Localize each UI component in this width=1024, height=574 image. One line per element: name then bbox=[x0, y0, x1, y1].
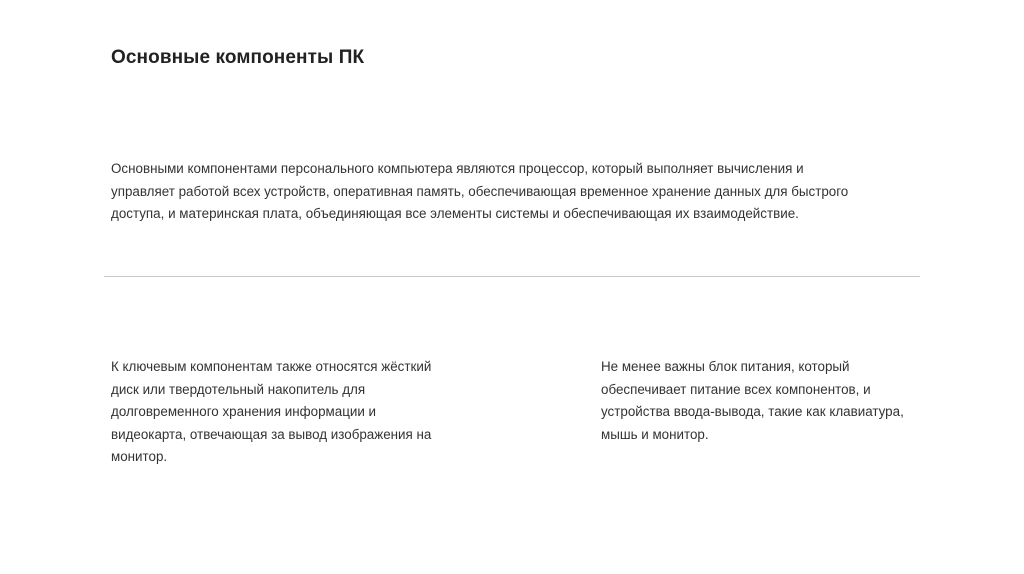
left-column-paragraph bbox=[111, 356, 461, 469]
right-column-line: мышь и монитор. bbox=[601, 426, 709, 442]
right-column-line: устройства ввода-вывода, такие как клавиатура, bbox=[601, 404, 904, 419]
section-divider bbox=[104, 276, 920, 277]
intro-line: управляет работой всех устройств, оперативная память, обеспечивающая временное хранение данных для быстрого bbox=[111, 183, 849, 199]
slide-title: Основные компоненты ПК bbox=[111, 47, 365, 68]
right-column-line: Не менее важны блок питания, который bbox=[601, 359, 850, 374]
right-column-line: обеспечивает питание всех компонентов, и bbox=[601, 381, 871, 397]
intro-line: доступа, и материнская плата, объединяющая все элементы системы и обеспечивающая их взаимодействие. bbox=[111, 206, 799, 221]
intro-line: Основными компонентами персонального компьютера являются процессор, который выполняет вычисления и bbox=[111, 161, 804, 176]
left-column-line: видеокарта, отвечающая за вывод изображения на bbox=[111, 426, 432, 442]
intro-paragraph bbox=[111, 158, 871, 226]
left-column-line: К ключевым компонентам также относятся жёсткий bbox=[111, 359, 432, 374]
left-column-line: монитор. bbox=[111, 449, 168, 464]
right-column-paragraph bbox=[601, 356, 931, 446]
left-column-line: долговременного хранения информации и bbox=[111, 404, 377, 419]
left-column-line: диск или твердотельный накопитель для bbox=[111, 381, 366, 397]
